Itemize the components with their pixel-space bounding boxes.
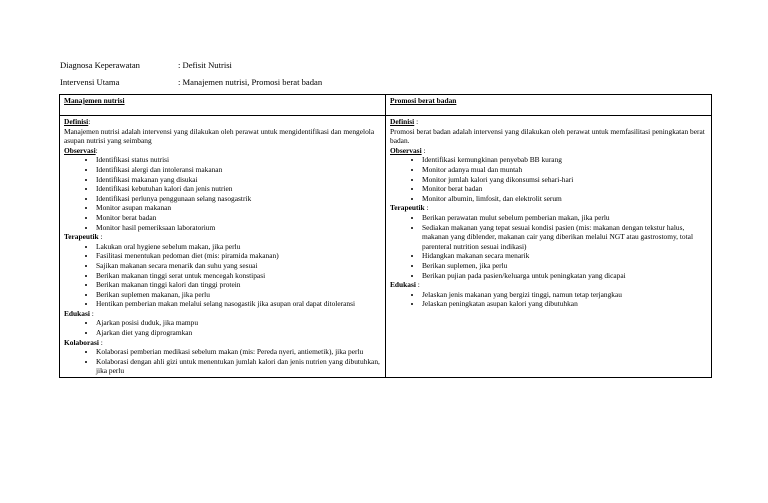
header-cell-right <box>386 95 712 116</box>
list-item: • Monitor hasil pemeriksaan laboratorium <box>96 223 381 233</box>
list-item: • Ajarkan posisi duduk, jika mampu <box>96 318 381 328</box>
right-edukasi-label: Edukasi <box>390 280 416 290</box>
left-terapeutik-list <box>64 242 381 309</box>
list-item: • Berikan makanan tinggi serat untuk mencegah konstipasi <box>96 271 381 281</box>
list-item: • Lakukan oral hygiene sebelum makan, jika perlu <box>96 242 381 252</box>
list-item: • Ajarkan diet yang diprogramkan <box>96 328 381 338</box>
list-item: • Identifikasi alergi dan intoleransi makanan <box>96 165 381 175</box>
list-item: • Jelaskan peningkatan asupan kalori yang dibutuhkan <box>422 299 707 309</box>
intervention-table <box>59 94 712 378</box>
list-item: • Monitor asupan makanan <box>96 203 381 213</box>
list-item: • Fasilitasi menentukan pedoman diet (mis: piramida makanan) <box>96 251 381 261</box>
list-item: • Monitor adanya mual dan muntah <box>422 165 707 175</box>
left-edukasi-label: Edukasi <box>64 308 90 318</box>
diagnosis-label: Diagnosa Keperawatan <box>60 60 140 70</box>
list-item: • Monitor albumin, limfosit, dan elektrolit serum <box>422 194 707 204</box>
list-item: • Kolaborasi pemberian medikasi sebelum makan (mis: Pereda nyeri, antiemetik), jika perlu <box>96 347 381 357</box>
list-item: • Identifikasi makanan yang disukai <box>96 175 381 185</box>
list-item: • Berikan perawatan mulut sebelum pemberian makan, jika perlu <box>422 213 707 223</box>
right-terapeutik-list <box>390 213 707 280</box>
list-item: • Berikan pujian pada pasien/keluarga untuk peningkatan yang dicapai <box>422 271 707 281</box>
left-terapeutik-label: Terapeutik <box>64 232 99 242</box>
right-terapeutik-label: Terapeutik <box>390 203 425 213</box>
list-item: • Kolaborasi dengan ahli gizi untuk menentukan jumlah kalori dan jenis nutrien yang dibutuhkan, jika perlu <box>96 357 381 376</box>
list-item: • Identifikasi perlunya penggunaan selang nasogastrik <box>96 194 381 204</box>
content-cell-left: Definisi: Manajemen nutrisi adalah intervensi yang dilakukan oleh perawat untuk mengidentifikasi dan mengelola asupan nutrisi yang seimbang Observasi: • Identifikasi status nutrisi • Identifikasi alergi dan intoleransi makanan • Identifikasi makanan yang disukai • Identifikasi kebutuhan kalori dan jenis nutrien • Identifikasi perlunya penggunaan selang nasogastrik • Monitor asupan makanan • Monitor berat badan • Monitor hasil pemeriksaan laboratorium Terapeutik : • Lakukan oral hygiene sebelum makan, jika perlu • Fasilitasi menentukan pedoman diet (mis: piramida makanan) • Sajikan makanan secara menarik dan suhu yang sesuai • Berikan makanan tinggi serat untuk mencegah konstipasi • Berikan makanan tinggi kalori dan tinggi protein • Berikan suplemen makanan, jika perlu • Hentikan pemberian makan melalui selang nasogastik jika asupan oral dapat ditoleransi Edukasi : • Ajarkan posisi duduk, jika mampu • Ajarkan diet yang diprogramkan Kolaborasi : • Kolaborasi pemberian medikasi sebelum makan (mis: Pereda nyeri, antiemetik), jika perlu • Kolaborasi dengan ahli gizi untuk menentukan jumlah kalori dan jenis nutrien yang dibutuhkan, jika perlu <box>60 116 386 378</box>
list-item: • Hentikan pemberian makan melalui selang nasogastik jika asupan oral dapat ditoleransi <box>96 299 381 309</box>
right-edukasi-list <box>390 290 707 309</box>
left-kolaborasi-list <box>64 347 381 376</box>
intervention-label: Intervensi Utama <box>60 77 120 87</box>
left-observasi-label: Observasi <box>64 145 96 155</box>
diagnosis-value: : Defisit Nutrisi <box>178 60 232 70</box>
right-observasi-list <box>390 155 707 203</box>
right-observasi-label: Observasi <box>390 145 422 155</box>
right-definition-text: Promosi berat badan adalah intervensi yang dilakukan oleh perawat untuk memfasilitasi peningkatan berat badan. <box>390 126 705 146</box>
left-definition-text: Manajemen nutrisi adalah intervensi yang dilakukan oleh perawat untuk mengidentifikasi dan mengelola asupan nutrisi yang seimbang <box>64 126 375 146</box>
content-cell-right: Definisi : Promosi berat badan adalah intervensi yang dilakukan oleh perawat untuk memfasilitasi peningkatan berat badan. Observasi : • Identifikasi kemungkinan penyebab BB kurang • Monitor adanya mual dan muntah • Monitor jumlah kalori yang dikonsumsi sehari-hari • Monitor berat badan • Monitor albumin, limfosit, dan elektrolit serum Terapeutik : • Berikan perawatan mulut sebelum pemberian makan, jika perlu • Sediakan makanan yang tepat sesuai kondisi pasien (mis: makanan dengan tekstur halus, makanan yang diblender, makanan cair yang diberikan melalui NGT atau gastrostomy, total parenteral nutrition sesuai indikasi) • Hidangkan makanan secara menarik • Berikan suplemen, jika perlu • Berikan pujian pada pasien/keluarga untuk peningkatan yang dicapai Edukasi : • Jelaskan jenis makanan yang bergizi tinggi, namun tetap terjangkau • Jelaskan peningkatan asupan kalori yang dibutuhkan <box>386 116 712 378</box>
list-item: • Jelaskan jenis makanan yang bergizi tinggi, namun tetap terjangkau <box>422 290 707 300</box>
left-observasi-list <box>64 155 381 232</box>
header-cell-left <box>60 95 386 116</box>
list-item: • Identifikasi kemungkinan penyebab BB kurang <box>422 155 707 165</box>
list-item: • Monitor berat badan <box>96 213 381 223</box>
list-item: • Monitor berat badan <box>422 184 707 194</box>
list-item: • Hidangkan makanan secara menarik <box>422 251 707 261</box>
list-item: • Sediakan makanan yang tepat sesuai kondisi pasien (mis: makanan dengan tekstur halus, makanan yang diblender, makanan cair yang diberikan melalui NGT atau gastrostomy, total parenteral nutrition sesuai indikasi) <box>422 223 707 252</box>
intervention-value: : Manajemen nutrisi, Promosi berat badan <box>178 77 323 87</box>
left-definition-label: Definisi <box>64 117 89 126</box>
left-title: Manajemen nutrisi <box>64 96 125 105</box>
list-item: • Sajikan makanan secara menarik dan suhu yang sesuai <box>96 261 381 271</box>
list-item: • Identifikasi status nutrisi <box>96 155 381 165</box>
list-item: • Berikan suplemen makanan, jika perlu <box>96 290 381 300</box>
right-title: Promosi berat badan <box>390 96 457 105</box>
left-kolaborasi-label: Kolaborasi <box>64 337 99 347</box>
left-edukasi-list <box>64 318 381 337</box>
list-item: • Monitor jumlah kalori yang dikonsumsi sehari-hari <box>422 175 707 185</box>
right-definition-label: Definisi <box>390 117 415 126</box>
list-item: • Berikan suplemen, jika perlu <box>422 261 707 271</box>
list-item: • Berikan makanan tinggi kalori dan tinggi protein <box>96 280 381 290</box>
list-item: • Identifikasi kebutuhan kalori dan jenis nutrien <box>96 184 381 194</box>
